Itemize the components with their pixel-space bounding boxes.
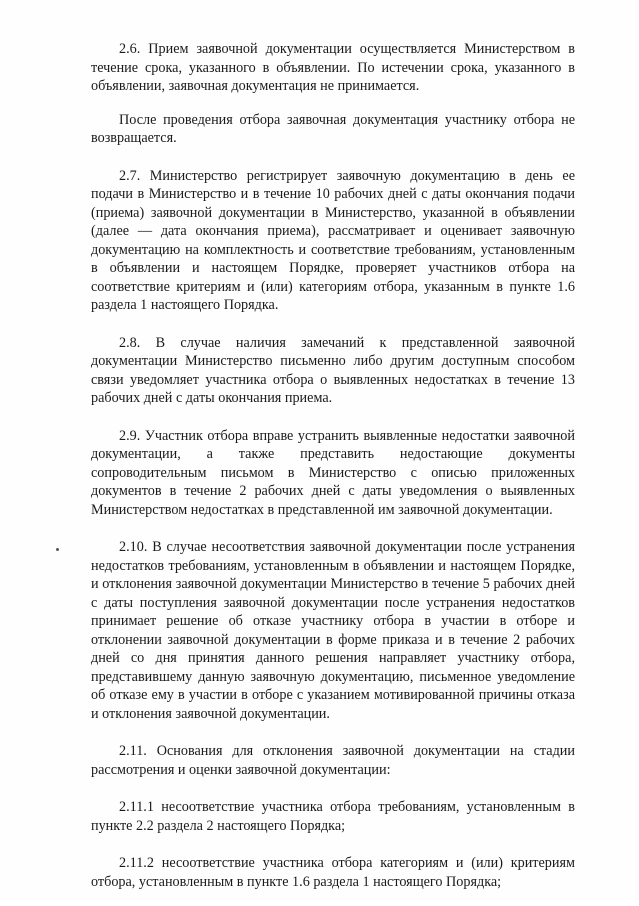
paragraph-2-11: 2.11. Основания для отклонения заявочной документации на стадии рассмотрения и оценки заявочной документации: <box>91 743 575 778</box>
document-body <box>91 40 575 906</box>
paragraph-2-11-2: 2.11.2 несоответствие участника отбора категориям и (или) критериям отбора, установленным в пункте 1.6 раздела 1 настоящего Порядка; <box>91 855 575 890</box>
paragraph-2-7: 2.7. Министерство регистрирует заявочную документацию в день ее подачи в Министерство и в течение 10 рабочих дней с даты окончания подачи (приема) заявочной документации в Министерство, указанной в объявлении (далее — дата окончания приема), рассматривает и оценивает заявочную документацию на комплектность и соответствие требованиям, установленным в объявлении и настоящем Порядке, проверяет участников отбора на соответствие критериям и (или) категориям отбора, указанным в пункте 1.6 раздела 1 настоящего Порядка. <box>91 167 575 313</box>
paragraph-2-10: 2.10. В случае несоответствия заявочной документации после устранения недостатков требованиям, установленным в объявлении и настоящем Порядке, и отклонения заявочной документации Министерство в течение 5 рабочих дней с даты поступления заявочной документации после устранения недостатков принимает решение об отказе участнику отбора в участии в отборе и отклонении заявочной документации в форме приказа и в течение 2 рабочих дней со дня принятия данного решения направляет участнику отбора, представившему данную заявочную документацию, письменное уведомление об отказе ему в участии в отборе с указанием мотивированной причины отказа и отклонения заявочной документации. <box>91 539 575 722</box>
paragraph-2-9: 2.9. Участник отбора вправе устранить выявленные недостатки заявочной документации, а также представить недостающие документы сопроводительным письмом в Министерство с описью приложенных документов в течение 2 рабочих дней с даты уведомления о выявленных Министерством недостатках в представленной им заявочной документации. <box>91 427 575 518</box>
paragraph-2-11-1: 2.11.1 несоответствие участника отбора требованиям, установленным в пункте 2.2 раздела 2 настоящего Порядка; <box>91 799 575 834</box>
scan-speck <box>56 548 59 551</box>
paragraph-after-selection: После проведения отбора заявочная документация участнику отбора не возвращается. <box>91 111 575 146</box>
paragraph-2-6: 2.6. Прием заявочной документации осуществляется Министерством в течение срока, указанного в объявлении. По истечении срока, указанного в объявлении, заявочная документация не принимается. <box>91 41 575 94</box>
paragraph-2-8: 2.8. В случае наличия замечаний к представленной заявочной документации Министерство письменно либо другим доступным способом связи уведомляет участника отбора о выявленных недостатках в течение 13 рабочих дней с даты окончания приема. <box>91 334 575 406</box>
